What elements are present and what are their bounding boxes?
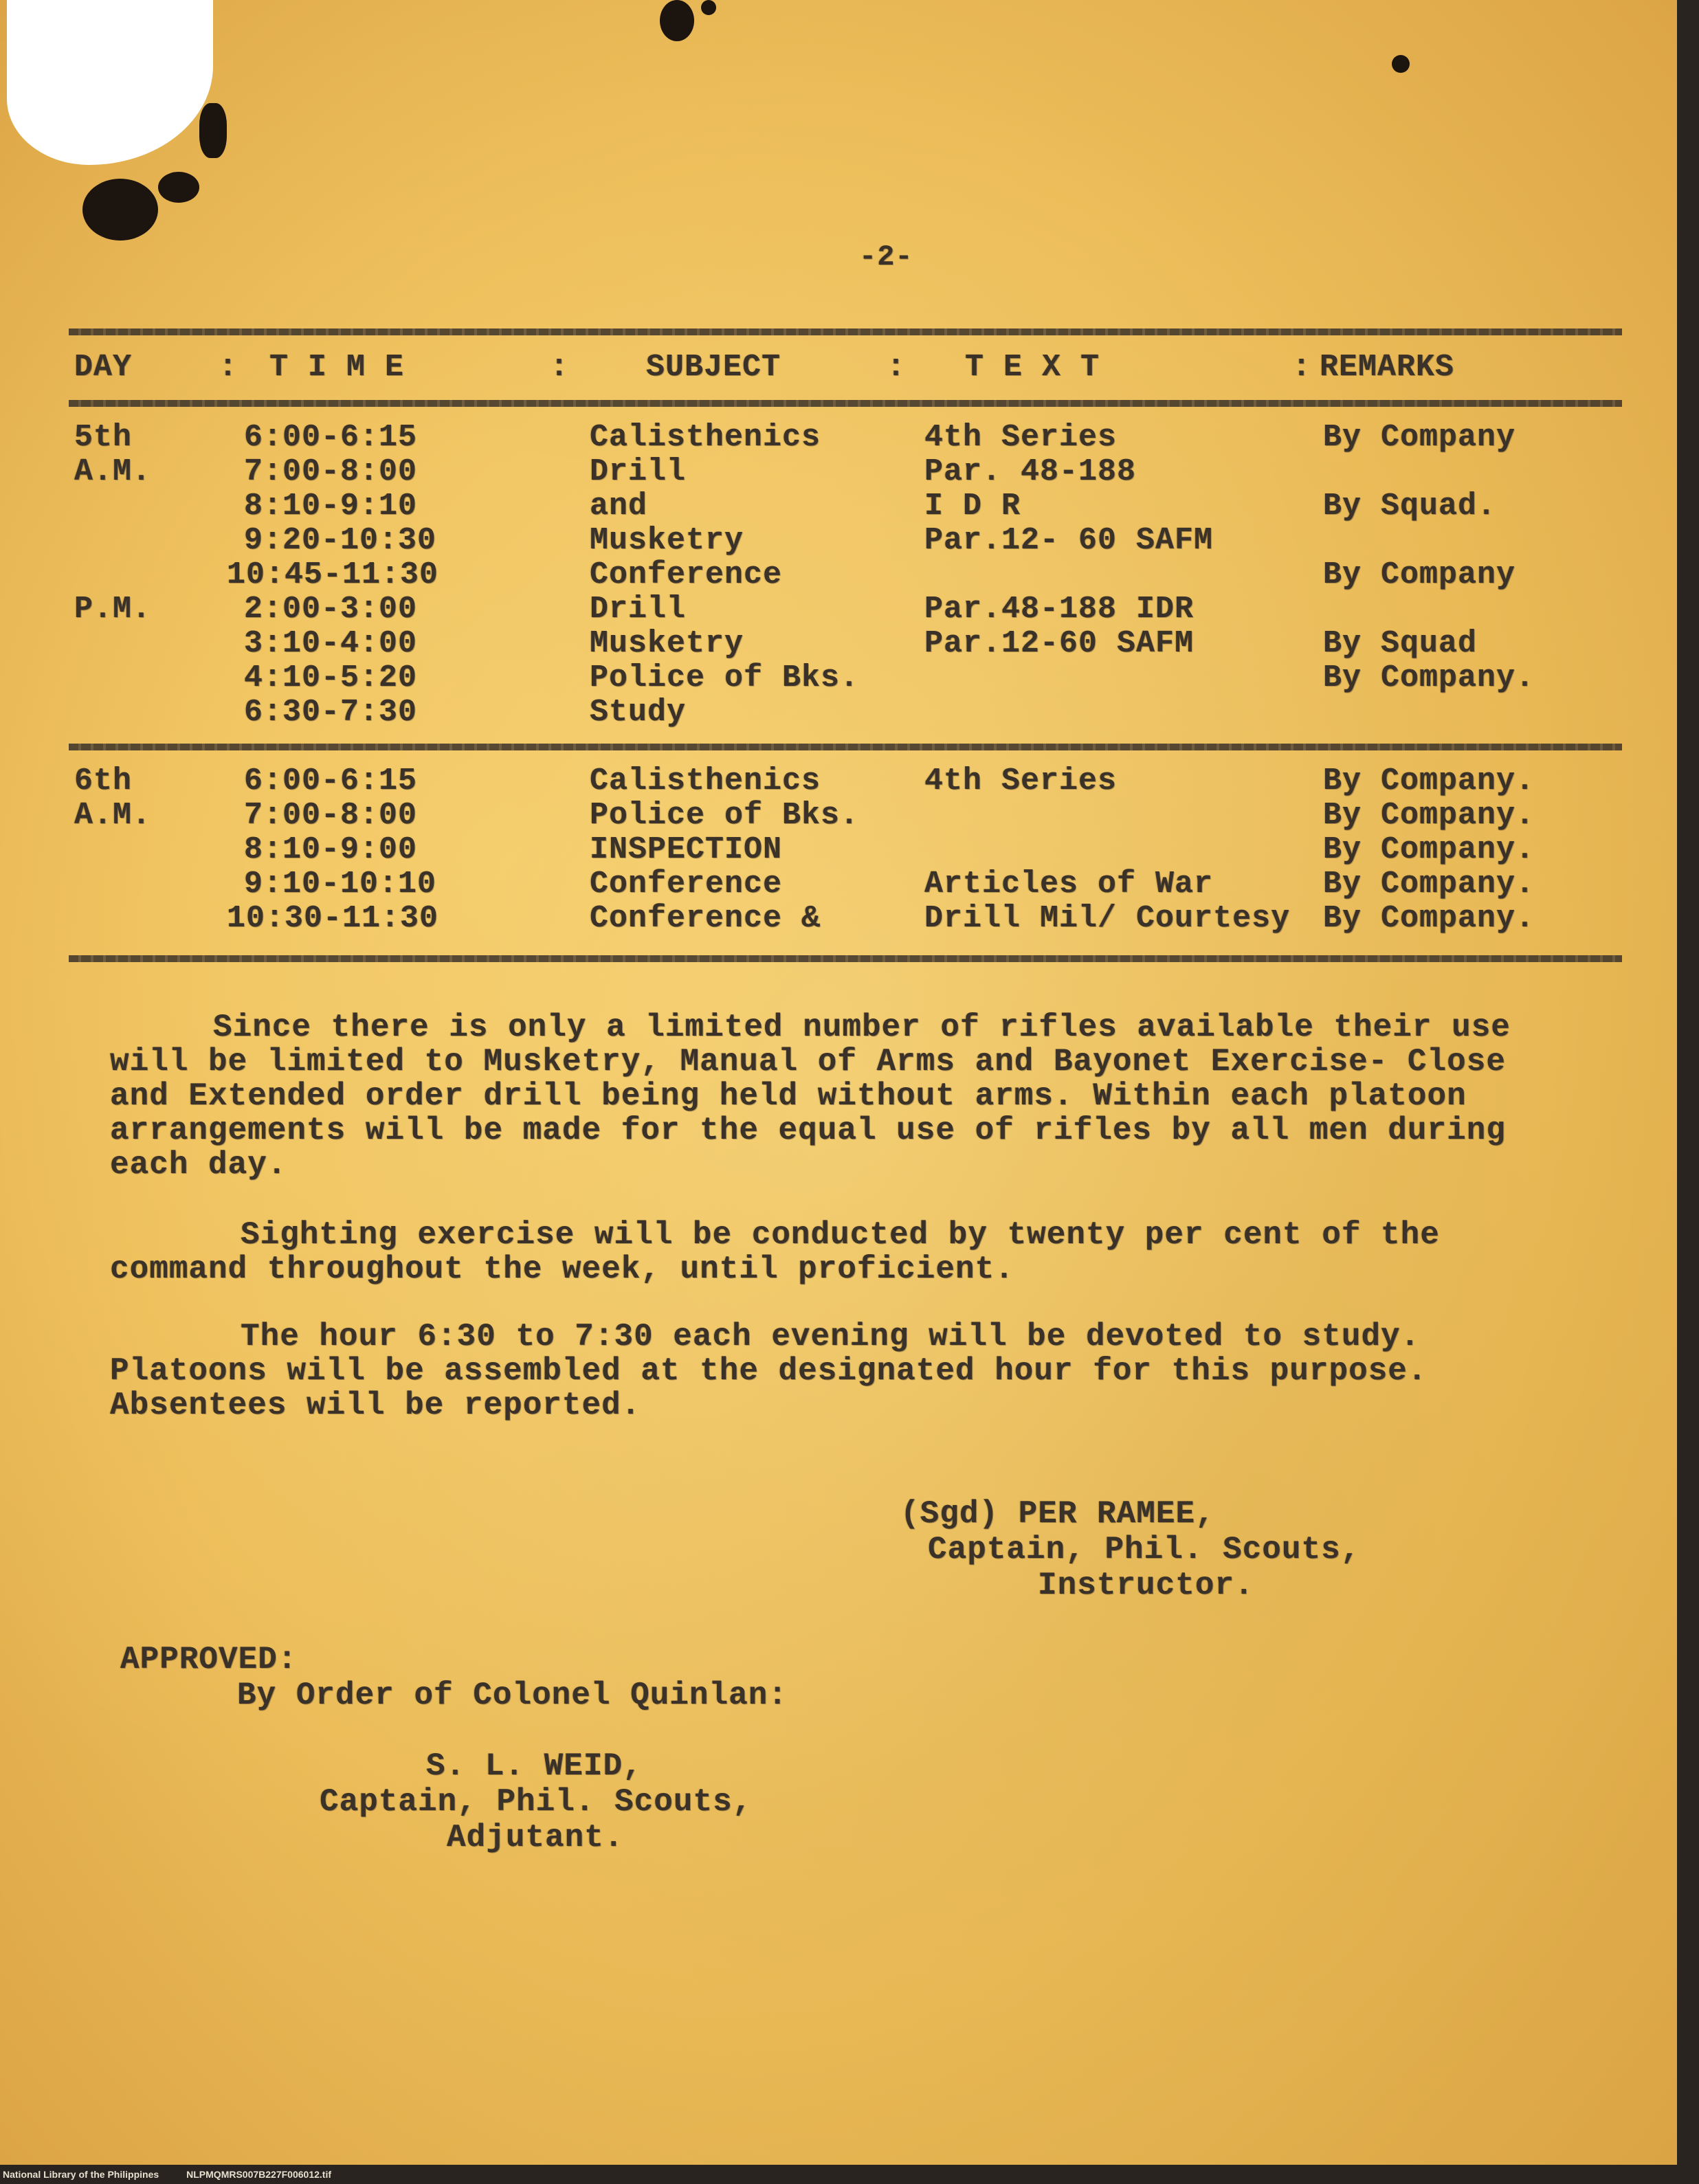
row-subject: Musketry [590, 523, 744, 558]
row-time: 7:00-8:00 [244, 798, 418, 833]
row-subject: and [590, 489, 648, 524]
row-text: Articles of War [924, 867, 1214, 902]
row-subject: Police of Bks. [590, 798, 860, 833]
scan-footer [3, 2169, 331, 2180]
paragraph-rifles: Since there is only a limited number of rifles available their use will be limited to Musketry, Manual of Arms and Bayonet Exercise- Close and Extended order drill being held without arms. Within each platoon arrangements will be made for the equal use of rifles by all men during each day. [110, 1010, 1511, 1183]
row-subject: Study [590, 695, 687, 730]
row-day: 6th [74, 764, 133, 799]
row-text: 4th Series [924, 764, 1118, 799]
row-text: 4th Series [924, 420, 1118, 455]
row-time: 8:10-9:00 [244, 832, 418, 867]
row-time: 10:30-11:30 [227, 901, 439, 936]
row-subject: Drill [590, 454, 687, 489]
row-text: Par. 48-188 [924, 454, 1137, 489]
table-rule-bottom [69, 955, 1622, 962]
burn-mark [199, 103, 227, 158]
table-rule-header [69, 400, 1622, 407]
footer-filename: NLPMQMRS007B227F006012.tif [186, 2169, 332, 2180]
row-subject: Calisthenics [590, 764, 821, 799]
row-remarks: By Company. [1323, 867, 1535, 902]
row-day: 5th [74, 420, 133, 455]
row-time: 2:00-3:00 [244, 592, 418, 627]
row-remarks: By Company [1323, 557, 1516, 592]
separator: : [219, 350, 238, 385]
approval-title: Adjutant. [447, 1820, 624, 1856]
row-text: Drill Mil/ Courtesy [924, 901, 1291, 936]
row-remarks: By Company. [1323, 660, 1535, 695]
signature-rank: Captain, Phil. Scouts, [928, 1532, 1361, 1568]
row-time: 6:30-7:30 [244, 695, 418, 730]
row-text: Par.48-188 IDR [924, 592, 1195, 627]
approval-name: S. L. WEID, [426, 1748, 643, 1784]
burn-mark [701, 0, 716, 15]
row-remarks: By Company. [1323, 798, 1535, 833]
row-day: A.M. [74, 454, 152, 489]
header-remarks: REMARKS [1320, 350, 1455, 385]
approval-order: By Order of Colonel Quinlan: [237, 1678, 788, 1713]
row-time: 10:45-11:30 [227, 557, 439, 592]
row-text: Par.12-60 SAFM [924, 626, 1195, 661]
separator: : [887, 350, 907, 385]
signature-name: (Sgd) PER RAMEE, [900, 1496, 1215, 1532]
row-remarks: By Squad [1323, 626, 1478, 661]
row-subject: Police of Bks. [590, 660, 860, 695]
row-subject: Musketry [590, 626, 744, 661]
signature-title: Instructor. [1038, 1568, 1254, 1603]
header-day: DAY [74, 350, 133, 385]
burn-mark [1392, 55, 1410, 73]
row-subject: Drill [590, 592, 687, 627]
row-time: 8:10-9:10 [244, 489, 418, 524]
row-time: 6:00-6:15 [244, 764, 418, 799]
header-subject: SUBJECT [646, 350, 781, 385]
header-time: T I M E [269, 350, 405, 385]
row-time: 3:10-4:00 [244, 626, 418, 661]
separator: : [1292, 350, 1312, 385]
row-text: Par.12- 60 SAFM [924, 523, 1214, 558]
burn-mark [82, 179, 158, 241]
row-time: 4:10-5:20 [244, 660, 418, 695]
row-subject: Calisthenics [590, 420, 821, 455]
approval-rank: Captain, Phil. Scouts, [320, 1784, 753, 1820]
row-time: 9:10-10:10 [244, 867, 437, 902]
torn-corner [7, 0, 213, 165]
header-text: T E X T [965, 350, 1100, 385]
approved-label: APPROVED: [120, 1642, 298, 1678]
row-remarks: By Company. [1323, 832, 1535, 867]
burn-mark [158, 172, 199, 203]
row-remarks: By Company. [1323, 901, 1535, 936]
row-subject: Conference & [590, 901, 821, 936]
row-remarks: By Company. [1323, 764, 1535, 799]
row-time: 6:00-6:15 [244, 420, 418, 455]
row-day: P.M. [74, 592, 152, 627]
paragraph-sighting: Sighting exercise will be conducted by twenty per cent of the command throughout the week, until proficient. [110, 1217, 1440, 1287]
paragraph-study-hour: The hour 6:30 to 7:30 each evening will be devoted to study. Platoons will be assembled at the designated hour for this purpose. Absentees will be reported. [110, 1319, 1428, 1423]
row-subject: Conference [590, 557, 783, 592]
row-time: 9:20-10:30 [244, 523, 437, 558]
row-remarks: By Company [1323, 420, 1516, 455]
page-number: -2- [859, 241, 913, 274]
footer-library: National Library of the Philippines [3, 2169, 159, 2180]
row-text: I D R [924, 489, 1021, 524]
row-subject: INSPECTION [590, 832, 783, 867]
row-remarks: By Squad. [1323, 489, 1497, 524]
separator: : [550, 350, 570, 385]
table-rule-top [69, 328, 1622, 335]
row-day: A.M. [74, 798, 152, 833]
row-time: 7:00-8:00 [244, 454, 418, 489]
row-subject: Conference [590, 867, 783, 902]
table-rule-middle [69, 744, 1622, 750]
burn-mark [660, 0, 694, 41]
